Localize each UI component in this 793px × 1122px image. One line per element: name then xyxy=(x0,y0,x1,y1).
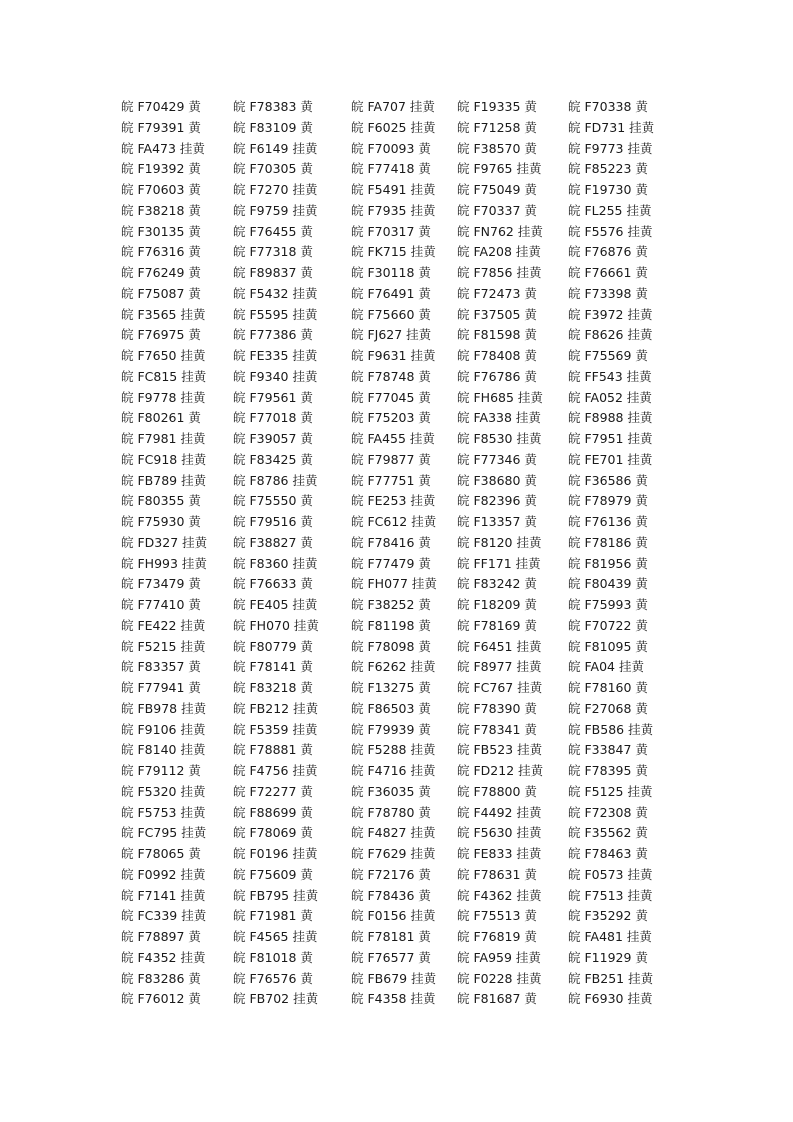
plate-entry: 皖 FC339 挂黄 xyxy=(121,908,207,924)
plate-entry: 皖 F81687 黄 xyxy=(457,991,537,1007)
plate-entry: 皖 F8140 挂黄 xyxy=(121,742,206,758)
plate-entry: 皖 F72308 黄 xyxy=(568,804,648,820)
plate-entry: 皖 FD327 挂黄 xyxy=(121,534,208,550)
plate-entry: 皖 F73398 黄 xyxy=(568,285,648,301)
plate-entry: 皖 FA455 挂黄 xyxy=(351,431,435,446)
plate-entry: 皖 F88699 黄 xyxy=(233,804,313,820)
plate-entry: 皖 F78881 黄 xyxy=(233,742,313,758)
plate-entry: 皖 FB702 挂黄 xyxy=(233,991,319,1007)
plate-entry: 皖 F78748 黄 xyxy=(351,368,431,384)
plate-entry: 皖 F0573 挂黄 xyxy=(568,866,653,882)
plate-entry: 皖 F6930 挂黄 xyxy=(568,991,653,1007)
plate-entry: 皖 F72277 黄 xyxy=(233,783,313,799)
plate-entry: 皖 F78186 黄 xyxy=(568,534,648,550)
plate-entry: 皖 F9631 挂黄 xyxy=(351,348,436,363)
plate-entry: 皖 FC795 挂黄 xyxy=(121,825,207,841)
plate-entry: 皖 F71258 黄 xyxy=(457,119,537,135)
plate-entry: 皖 F78979 黄 xyxy=(568,493,648,509)
plate-entry: 皖 F70722 黄 xyxy=(568,617,648,633)
plate-entry: 皖 FE701 挂黄 xyxy=(568,451,653,467)
plate-entry: 皖 F8120 挂黄 xyxy=(457,534,542,550)
plate-entry: 皖 F8626 挂黄 xyxy=(568,327,653,343)
plate-entry: 皖 F76975 黄 xyxy=(121,327,201,343)
plate-entry: 皖 F81956 黄 xyxy=(568,555,648,571)
plate-entry: 皖 FF543 挂黄 xyxy=(568,368,652,384)
plate-entry: 皖 F80261 黄 xyxy=(121,410,201,426)
plate-entry: 皖 F79561 黄 xyxy=(233,389,313,405)
plate-entry: 皖 F78416 黄 xyxy=(351,534,431,550)
plate-entry: 皖 F7650 挂黄 xyxy=(121,348,206,363)
plate-entry: 皖 F78141 黄 xyxy=(233,659,313,675)
plate-entry: 皖 FC918 挂黄 xyxy=(121,451,207,467)
plate-entry: 皖 F79391 黄 xyxy=(121,119,201,135)
plate-entry: 皖 F83286 黄 xyxy=(121,970,201,986)
plate-entry: 皖 F76455 黄 xyxy=(233,223,313,239)
plate-entry: 皖 F77386 黄 xyxy=(233,327,313,343)
plate-entry: 皖 F38680 黄 xyxy=(457,472,537,488)
plate-entry: 皖 F78160 黄 xyxy=(568,680,648,695)
plate-entry: 皖 F4565 挂黄 xyxy=(233,929,318,944)
plate-entry: 皖 F78065 黄 xyxy=(121,846,201,861)
plate-entry: 皖 F78897 黄 xyxy=(121,929,201,944)
plate-entry: 皖 F76633 黄 xyxy=(233,576,313,592)
plate-entry: 皖 FA473 挂黄 xyxy=(121,140,205,156)
plate-entry: 皖 F78436 黄 xyxy=(351,887,431,903)
plate-entry: 皖 FE405 挂黄 xyxy=(233,597,318,612)
plate-entry: 皖 F7856 挂黄 xyxy=(457,265,542,280)
plate-entry: 皖 F4358 挂黄 xyxy=(351,991,436,1007)
plate-entry: 皖 F78631 黄 xyxy=(457,866,537,882)
plate-entry: 皖 FA052 挂黄 xyxy=(568,389,652,405)
plate-entry: 皖 F70429 黄 xyxy=(121,99,201,114)
plate-entry: 皖 F38218 黄 xyxy=(121,202,201,218)
plate-entry: 皖 F76576 黄 xyxy=(233,970,313,986)
plate-entry: 皖 F78800 黄 xyxy=(457,783,537,799)
plate-entry: 皖 F78408 黄 xyxy=(457,348,537,363)
plate-entry: 皖 FA959 挂黄 xyxy=(457,949,541,965)
plate-entry: 皖 F83425 黄 xyxy=(233,451,313,467)
plate-entry: 皖 F5432 挂黄 xyxy=(233,285,318,301)
plate-entry: 皖 F5320 挂黄 xyxy=(121,783,206,799)
plate-entry: 皖 F7981 挂黄 xyxy=(121,431,206,446)
plate-entry: 皖 F3972 挂黄 xyxy=(568,306,653,322)
plate-entry: 皖 F75049 黄 xyxy=(457,182,537,197)
plate-entry: 皖 F4716 挂黄 xyxy=(351,763,436,778)
plate-entry: 皖 F36586 黄 xyxy=(568,472,648,488)
plate-entry: 皖 F83109 黄 xyxy=(233,119,313,135)
plate-entry: 皖 F78341 黄 xyxy=(457,721,537,737)
plate-entry: 皖 F80355 黄 xyxy=(121,493,201,509)
plate-entry: 皖 F82396 黄 xyxy=(457,493,537,509)
plate-entry: 皖 FB212 挂黄 xyxy=(233,700,319,716)
plate-entry: 皖 F30135 黄 xyxy=(121,223,201,239)
plate-entry: 皖 F75550 黄 xyxy=(233,493,313,509)
plate-entry: 皖 F7935 挂黄 xyxy=(351,202,436,218)
plate-entry: 皖 F8988 挂黄 xyxy=(568,410,653,426)
plate-entry: 皖 F72176 黄 xyxy=(351,866,431,882)
plate-entry: 皖 FJ627 挂黄 xyxy=(351,327,432,343)
plate-entry: 皖 F4492 挂黄 xyxy=(457,804,542,820)
plate-entry: 皖 F8360 挂黄 xyxy=(233,555,318,571)
plate-entry: 皖 F80439 黄 xyxy=(568,576,648,592)
plate-entry: 皖 FC767 挂黄 xyxy=(457,680,543,695)
plate-entry: 皖 F79516 黄 xyxy=(233,514,313,529)
plate-entry: 皖 FB795 挂黄 xyxy=(233,887,319,903)
plate-entry: 皖 F75930 黄 xyxy=(121,514,201,529)
plate-entry: 皖 F9340 挂黄 xyxy=(233,368,318,384)
plate-entry: 皖 F4362 挂黄 xyxy=(457,887,542,903)
plate-entry: 皖 F4352 挂黄 xyxy=(121,949,206,965)
plate-entry: 皖 F76249 黄 xyxy=(121,265,201,280)
plate-entry: 皖 FN762 挂黄 xyxy=(457,223,543,239)
plate-entry: 皖 FC612 挂黄 xyxy=(351,514,437,529)
plate-entry: 皖 F78463 黄 xyxy=(568,846,648,861)
plate-entry: 皖 FH070 挂黄 xyxy=(233,617,319,633)
plate-entry: 皖 F85223 黄 xyxy=(568,161,648,177)
plate-entry: 皖 F8530 挂黄 xyxy=(457,431,542,446)
plate-entry: 皖 F86503 黄 xyxy=(351,700,431,716)
plate-entry: 皖 F78395 黄 xyxy=(568,763,648,778)
plate-entry: 皖 F78181 黄 xyxy=(351,929,431,944)
plate-entry: 皖 F77318 黄 xyxy=(233,244,313,260)
plate-entry: 皖 F77410 黄 xyxy=(121,597,201,612)
plate-entry: 皖 F35562 黄 xyxy=(568,825,648,841)
plate-entry: 皖 F75203 黄 xyxy=(351,410,431,426)
plate-entry: 皖 FE253 挂黄 xyxy=(351,493,436,509)
plate-entry: 皖 F13275 黄 xyxy=(351,680,431,695)
plate-entry: 皖 F76661 黄 xyxy=(568,265,648,280)
plate-entry: 皖 F80779 黄 xyxy=(233,638,313,654)
plate-entry: 皖 F5491 挂黄 xyxy=(351,182,436,197)
plate-entry: 皖 F9106 挂黄 xyxy=(121,721,206,737)
plate-entry: 皖 F78780 黄 xyxy=(351,804,431,820)
plate-list xyxy=(121,97,666,1010)
plate-entry: 皖 F7629 挂黄 xyxy=(351,846,436,861)
plate-entry: 皖 F81018 黄 xyxy=(233,949,313,965)
plate-entry: 皖 FA481 挂黄 xyxy=(568,929,652,944)
plate-entry: 皖 F70337 黄 xyxy=(457,202,537,218)
plate-entry: 皖 F79112 黄 xyxy=(121,763,201,778)
plate-entry: 皖 F4756 挂黄 xyxy=(233,763,318,778)
plate-entry: 皖 F4827 挂黄 xyxy=(351,825,436,841)
plate-entry: 皖 F75609 黄 xyxy=(233,866,313,882)
plate-entry: 皖 F9759 挂黄 xyxy=(233,202,318,218)
plate-entry: 皖 F18209 黄 xyxy=(457,597,537,612)
plate-entry: 皖 F5576 挂黄 xyxy=(568,223,653,239)
plate-entry: 皖 F38827 黄 xyxy=(233,534,313,550)
plate-entry: 皖 F19335 黄 xyxy=(457,99,537,114)
plate-entry: 皖 FA208 挂黄 xyxy=(457,244,541,260)
plate-entry: 皖 F77479 黄 xyxy=(351,555,431,571)
plate-entry: 皖 F6451 挂黄 xyxy=(457,638,542,654)
plate-entry: 皖 F76786 黄 xyxy=(457,368,537,384)
plate-entry: 皖 FF171 挂黄 xyxy=(457,555,541,571)
plate-entry: 皖 F78383 黄 xyxy=(233,99,313,114)
plate-entry: 皖 F7513 挂黄 xyxy=(568,887,653,903)
plate-entry: 皖 F0196 挂黄 xyxy=(233,846,318,861)
plate-entry: 皖 F0228 挂黄 xyxy=(457,970,542,986)
plate-entry: 皖 F5753 挂黄 xyxy=(121,804,206,820)
plate-entry: 皖 F5288 挂黄 xyxy=(351,742,436,758)
plate-entry: 皖 F77346 黄 xyxy=(457,451,537,467)
plate-entry: 皖 F39057 黄 xyxy=(233,431,313,446)
plate-entry: 皖 F76819 黄 xyxy=(457,929,537,944)
plate-entry: 皖 F77418 黄 xyxy=(351,161,431,177)
plate-entry: 皖 F81598 黄 xyxy=(457,327,537,343)
plate-entry: 皖 F76491 黄 xyxy=(351,285,431,301)
plate-entry: 皖 F13357 黄 xyxy=(457,514,537,529)
plate-entry: 皖 F76577 黄 xyxy=(351,949,431,965)
plate-entry: 皖 F70093 黄 xyxy=(351,140,431,156)
plate-entry: 皖 F5595 挂黄 xyxy=(233,306,318,322)
plate-entry: 皖 FB978 挂黄 xyxy=(121,700,207,716)
plate-entry: 皖 F83218 黄 xyxy=(233,680,313,695)
plate-entry: 皖 F75087 黄 xyxy=(121,285,201,301)
plate-entry: 皖 FE833 挂黄 xyxy=(457,846,542,861)
plate-entry: 皖 F79939 黄 xyxy=(351,721,431,737)
plate-entry: 皖 F5215 挂黄 xyxy=(121,638,206,654)
plate-entry: 皖 F9773 挂黄 xyxy=(568,140,653,156)
plate-entry: 皖 F81198 黄 xyxy=(351,617,431,633)
plate-entry: 皖 F7141 挂黄 xyxy=(121,887,206,903)
plate-entry: 皖 FE422 挂黄 xyxy=(121,617,206,633)
plate-entry: 皖 F83242 黄 xyxy=(457,576,537,592)
plate-entry: 皖 F27068 黄 xyxy=(568,700,648,716)
plate-entry: 皖 F36035 黄 xyxy=(351,783,431,799)
plate-entry: 皖 F33847 黄 xyxy=(568,742,648,758)
plate-entry: 皖 F75993 黄 xyxy=(568,597,648,612)
plate-entry: 皖 F70305 黄 xyxy=(233,161,313,177)
plate-entry: 皖 F11929 黄 xyxy=(568,949,648,965)
plate-entry: 皖 F76316 黄 xyxy=(121,244,201,260)
plate-entry: 皖 F6025 挂黄 xyxy=(351,119,436,135)
plate-entry: 皖 F70338 黄 xyxy=(568,99,648,114)
plate-entry: 皖 F3565 挂黄 xyxy=(121,306,206,322)
plate-entry: 皖 F71981 黄 xyxy=(233,908,313,924)
plate-entry: 皖 FB251 挂黄 xyxy=(568,970,654,986)
plate-entry: 皖 F70603 黄 xyxy=(121,182,201,197)
plate-entry: 皖 F76136 黄 xyxy=(568,514,648,529)
plate-entry: 皖 F83357 黄 xyxy=(121,659,201,675)
plate-entry: 皖 F76012 黄 xyxy=(121,991,201,1007)
plate-entry: 皖 F79877 黄 xyxy=(351,451,431,467)
plate-entry: 皖 F6149 挂黄 xyxy=(233,140,318,156)
plate-entry: 皖 F77018 黄 xyxy=(233,410,313,426)
plate-entry: 皖 FH077 挂黄 xyxy=(351,576,437,592)
plate-entry: 皖 F0992 挂黄 xyxy=(121,866,206,882)
plate-entry: 皖 F19392 黄 xyxy=(121,161,201,177)
plate-entry: 皖 F73479 黄 xyxy=(121,576,201,592)
plate-entry: 皖 F7951 挂黄 xyxy=(568,431,653,446)
plate-entry: 皖 F9765 挂黄 xyxy=(457,161,542,177)
plate-entry: 皖 F30118 黄 xyxy=(351,265,431,280)
plate-entry: 皖 FA338 挂黄 xyxy=(457,410,541,426)
plate-entry: 皖 F0156 挂黄 xyxy=(351,908,436,924)
plate-entry: 皖 F77751 黄 xyxy=(351,472,431,488)
plate-entry: 皖 FB679 挂黄 xyxy=(351,970,437,986)
plate-entry: 皖 F78390 黄 xyxy=(457,700,537,716)
plate-entry: 皖 F78069 黄 xyxy=(233,825,313,841)
plate-entry: 皖 F78098 黄 xyxy=(351,638,431,654)
plate-entry: 皖 F38570 黄 xyxy=(457,140,537,156)
plate-entry: 皖 FH685 挂黄 xyxy=(457,389,543,405)
plate-entry: 皖 F8786 挂黄 xyxy=(233,472,318,488)
plate-entry: 皖 F75660 黄 xyxy=(351,306,431,322)
plate-entry: 皖 F7270 挂黄 xyxy=(233,182,318,197)
plate-entry: 皖 FL255 挂黄 xyxy=(568,202,652,218)
plate-entry: 皖 F5630 挂黄 xyxy=(457,825,542,841)
plate-entry: 皖 FK715 挂黄 xyxy=(351,244,436,260)
plate-entry: 皖 F75569 黄 xyxy=(568,348,648,363)
plate-entry: 皖 F70317 黄 xyxy=(351,223,431,239)
plate-entry: 皖 F76876 黄 xyxy=(568,244,648,260)
plate-entry: 皖 F8977 挂黄 xyxy=(457,659,542,675)
plate-entry: 皖 FB523 挂黄 xyxy=(457,742,543,758)
plate-entry: 皖 F5359 挂黄 xyxy=(233,721,318,737)
plate-entry: 皖 F75513 黄 xyxy=(457,908,537,924)
plate-entry: 皖 F5125 挂黄 xyxy=(568,783,653,799)
plate-entry: 皖 FA707 挂黄 xyxy=(351,99,435,114)
plate-entry: 皖 F9778 挂黄 xyxy=(121,389,206,405)
plate-entry: 皖 FE335 挂黄 xyxy=(233,348,318,363)
plate-entry: 皖 F81095 黄 xyxy=(568,638,648,654)
plate-entry: 皖 FB789 挂黄 xyxy=(121,472,207,488)
plate-entry: 皖 F89837 黄 xyxy=(233,265,313,280)
plate-entry: 皖 F77045 黄 xyxy=(351,389,431,405)
plate-entry: 皖 FC815 挂黄 xyxy=(121,368,207,384)
plate-entry: 皖 F38252 黄 xyxy=(351,597,431,612)
plate-entry: 皖 F77941 黄 xyxy=(121,680,201,695)
plate-entry: 皖 FH993 挂黄 xyxy=(121,555,207,571)
plate-entry: 皖 F19730 黄 xyxy=(568,182,648,197)
plate-entry: 皖 FD212 挂黄 xyxy=(457,763,544,778)
plate-entry: 皖 F35292 黄 xyxy=(568,908,648,924)
plate-entry: 皖 F78169 黄 xyxy=(457,617,537,633)
plate-entry: 皖 FD731 挂黄 xyxy=(568,119,655,135)
plate-entry: 皖 F72473 黄 xyxy=(457,285,537,301)
plate-entry: 皖 FA04 挂黄 xyxy=(568,659,644,675)
plate-entry: 皖 FB586 挂黄 xyxy=(568,721,654,737)
plate-entry: 皖 F37505 黄 xyxy=(457,306,537,322)
plate-entry: 皖 F6262 挂黄 xyxy=(351,659,436,675)
